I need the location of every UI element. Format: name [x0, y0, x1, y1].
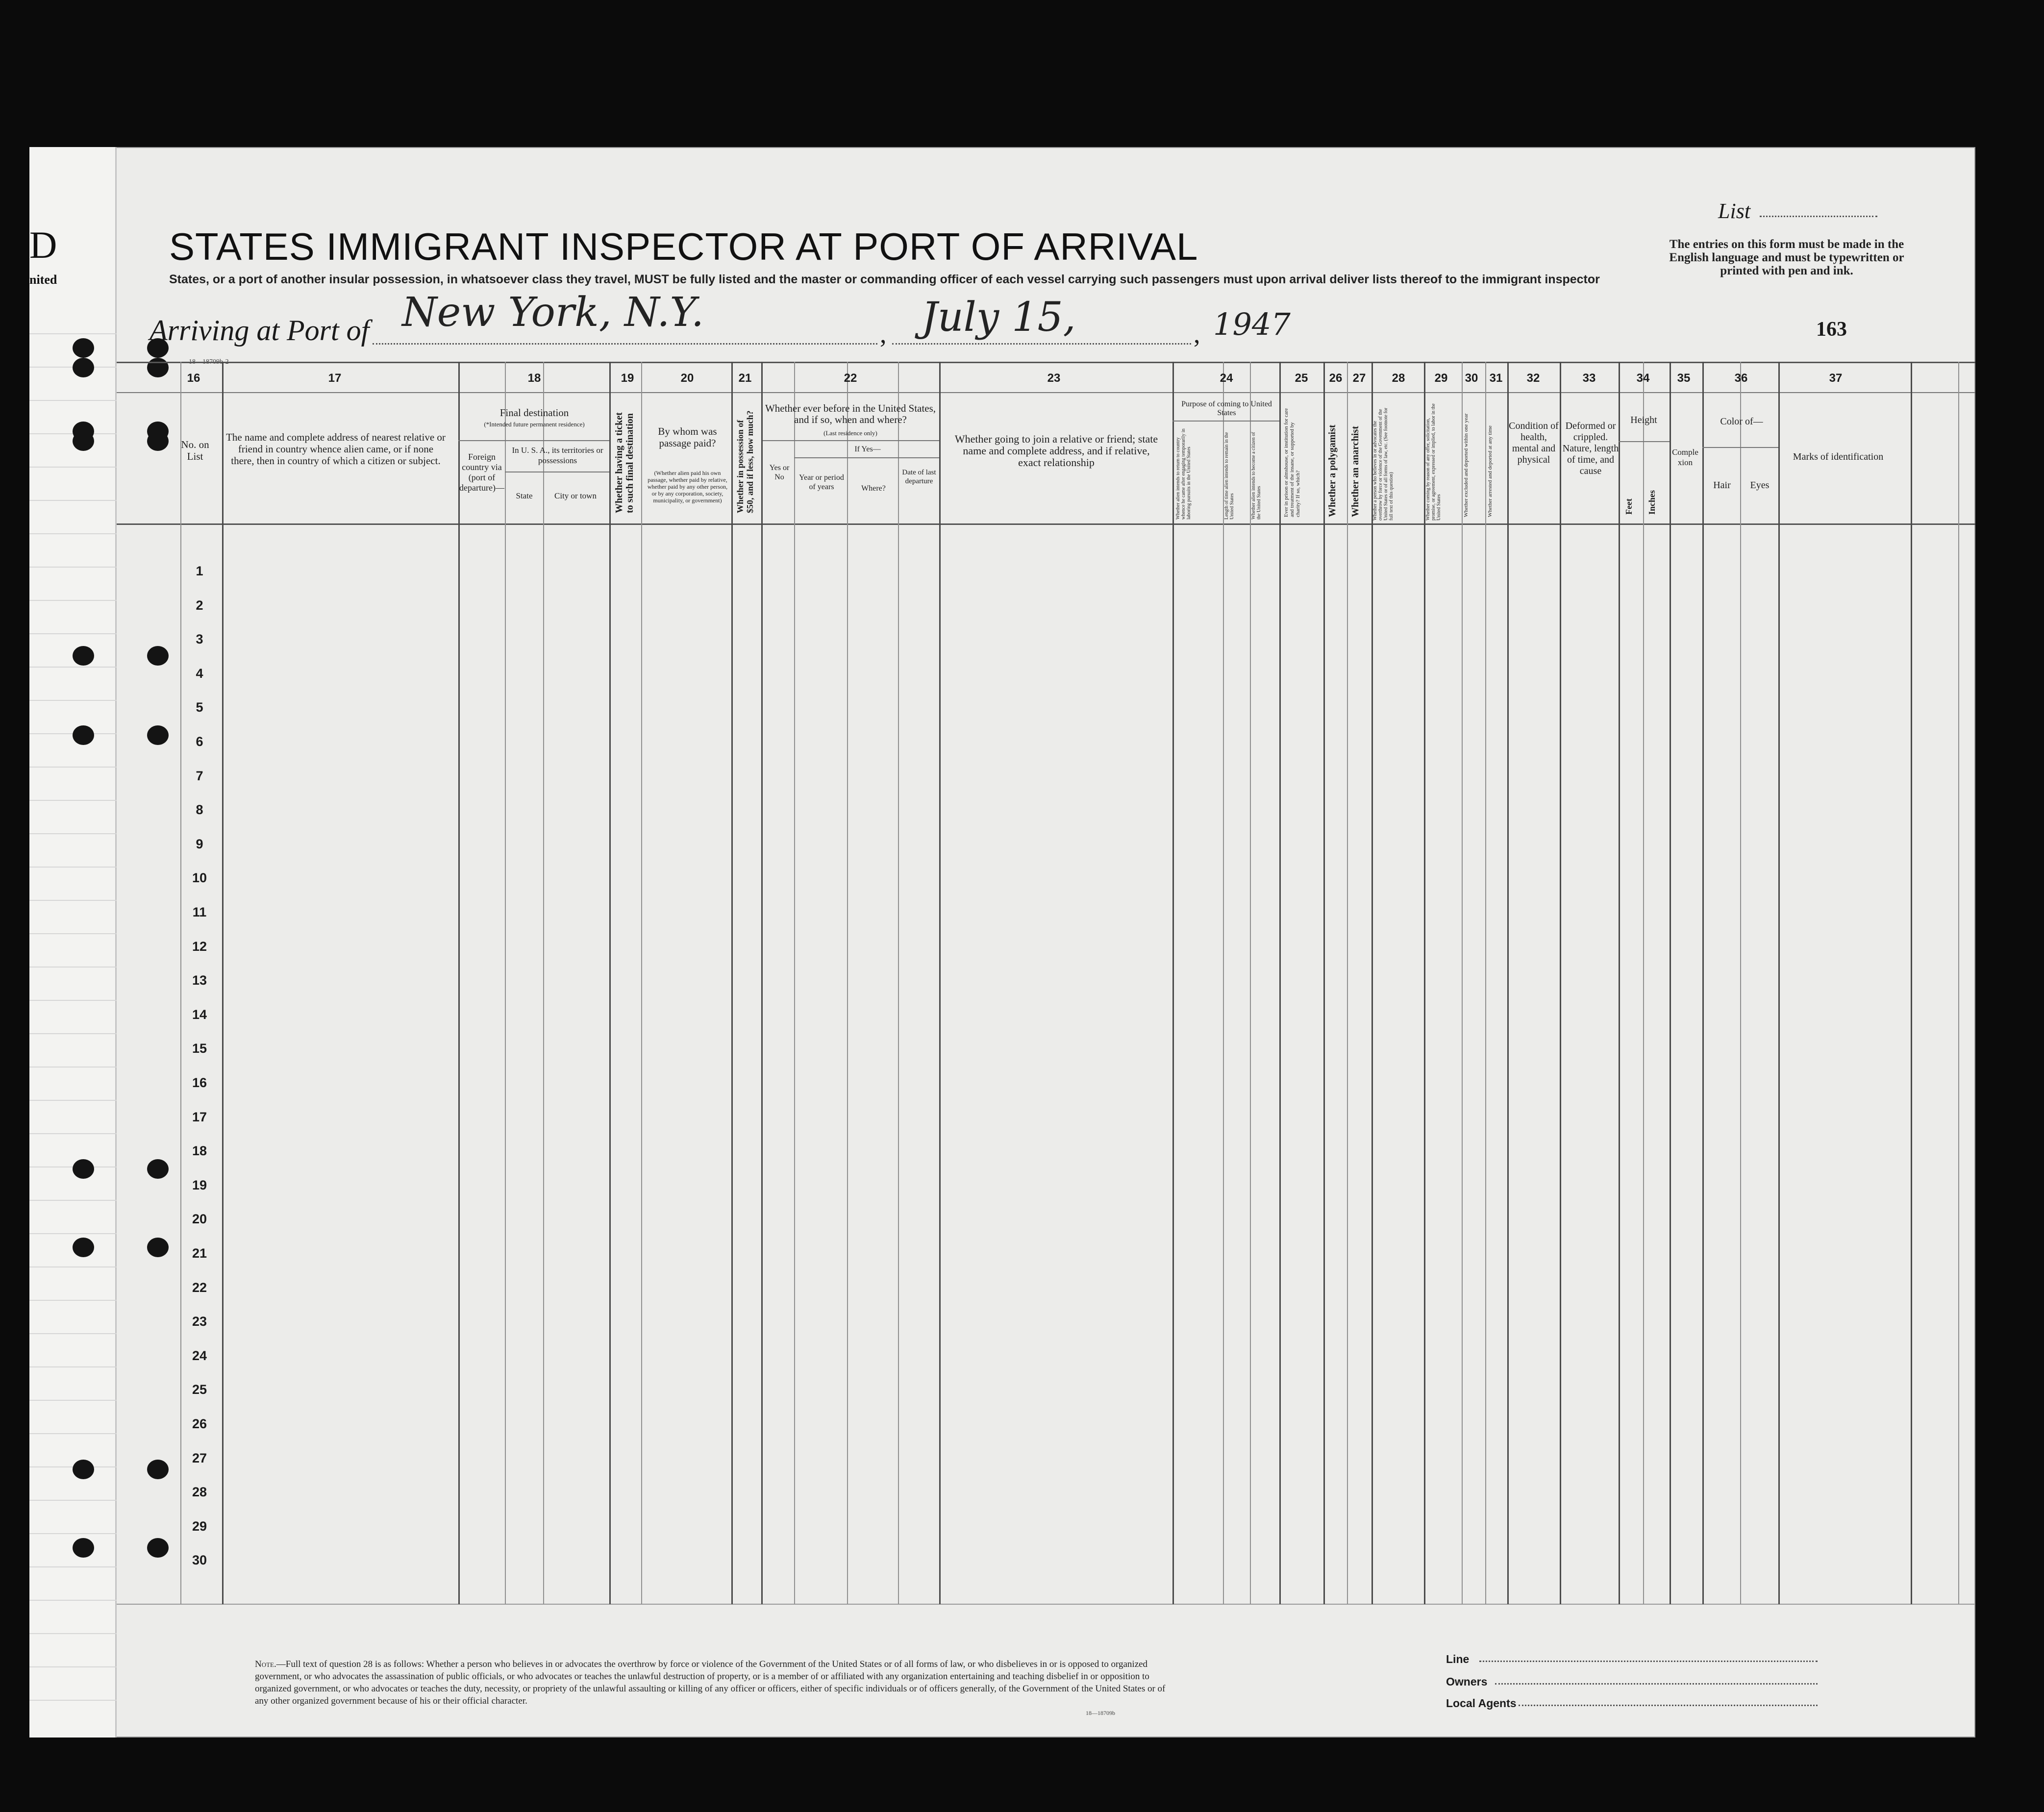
grid-column-line	[1323, 362, 1325, 1604]
grid-column-line	[543, 362, 544, 1604]
grid-column-line	[1223, 362, 1224, 1604]
row-number: 4	[196, 666, 203, 681]
fold-rule	[29, 800, 117, 801]
col-num-16: 16	[187, 372, 200, 385]
punch-hole	[73, 1159, 94, 1179]
header-passage-paid: By whom was passage paid?	[658, 425, 717, 449]
date-handwritten: July 15,	[922, 294, 1076, 341]
grid-column-line	[1250, 362, 1251, 1604]
fold-rule	[29, 1200, 117, 1201]
punch-hole	[147, 725, 169, 745]
header-polygamist: Whether a polygamist	[1327, 424, 1338, 517]
grid-column-line	[609, 362, 611, 1604]
grid-column-line	[1958, 362, 1959, 1604]
header-join-relative: Whether going to join a relative or friend; state name and complete address, and if relative, exact relationship	[954, 433, 1158, 469]
line-label: Line	[1446, 1653, 1470, 1665]
punch-hole	[147, 358, 169, 377]
fold-rule	[29, 700, 117, 701]
row-number: 24	[192, 1348, 207, 1363]
header-city-or-town: City or town	[554, 491, 597, 500]
fold-rule	[29, 1266, 117, 1267]
header-last-residence: (Last residence only)	[823, 429, 877, 437]
line-field[interactable]	[1479, 1661, 1818, 1662]
comma-2: ,	[1194, 319, 1200, 348]
rule-18-a	[458, 440, 609, 441]
fold-rule	[29, 1100, 117, 1101]
owners-field[interactable]	[1495, 1683, 1818, 1685]
date-line	[892, 343, 1191, 345]
fold-rule	[29, 900, 117, 901]
punch-hole	[147, 1159, 169, 1179]
punch-hole	[147, 1238, 169, 1257]
grid-column-line	[1507, 362, 1509, 1604]
col-num-23: 23	[1047, 372, 1061, 385]
header-hair: Hair	[1713, 480, 1731, 491]
form-instruction: States, or a port of another insular possession, in whatsoever class they travel, MUST be fully listed and the master or commanding officer of each vessel carrying such passengers must upon arrival deliver lists thereof to the immigrant inspector	[169, 273, 1600, 286]
fold-rule	[29, 1566, 117, 1567]
fold-rule	[29, 1500, 117, 1501]
grid-column-line	[1424, 362, 1425, 1604]
row-number: 30	[192, 1553, 207, 1567]
row-number: 16	[192, 1075, 207, 1090]
fold-rule	[29, 400, 117, 401]
grid-column-line	[1462, 362, 1463, 1604]
col-num-36: 36	[1734, 372, 1748, 385]
header-inches: Inches	[1647, 490, 1657, 515]
fold-rule	[29, 633, 117, 634]
row-number: 15	[192, 1041, 207, 1056]
grid-column-line	[1670, 362, 1671, 1604]
rule-24-a	[1172, 421, 1279, 422]
header-height: Height	[1630, 415, 1657, 425]
header-complexion: Complexion	[1672, 447, 1698, 467]
grid-column-line	[847, 362, 848, 1604]
fold-rule	[29, 1400, 117, 1401]
grid-column-line	[1172, 362, 1174, 1604]
row-number: 28	[192, 1485, 207, 1499]
row-number: 5	[196, 700, 203, 715]
col-num-33: 33	[1582, 372, 1596, 385]
punch-hole	[147, 1460, 169, 1479]
punch-hole	[73, 725, 94, 745]
grid-column-line	[939, 362, 941, 1604]
col-num-30: 30	[1465, 372, 1478, 385]
fold-rule	[29, 567, 117, 568]
header-purpose-citizen: Whether alien intends to become a citizen of the United States	[1251, 432, 1262, 520]
row-number: 27	[192, 1451, 207, 1465]
form-number-bottom: 18—18709b	[1086, 1710, 1115, 1716]
col-num-28: 28	[1392, 372, 1405, 385]
fold-rule	[29, 1600, 117, 1601]
col-num-22: 22	[844, 372, 857, 385]
punch-hole	[73, 431, 94, 451]
row-number: 11	[192, 905, 207, 919]
header-anarchist: Whether an anarchist	[1350, 426, 1361, 517]
entries-note: The entries on this form must be made in the English language and must be typewritten or printed with pen and ink.	[1669, 238, 1904, 277]
row-number: 2	[196, 598, 203, 613]
row-number: 3	[196, 632, 203, 646]
header-health: Condition of health, mental and physical	[1509, 421, 1559, 465]
grid-column-line	[731, 362, 733, 1604]
row-number: 23	[192, 1314, 207, 1329]
col-num-26: 26	[1329, 372, 1343, 385]
header-prison: Ever in prison or almshouse, or institution for care and treatment of the insane, or supported by charity? If so, which?	[1283, 408, 1301, 517]
punch-hole	[73, 358, 94, 377]
fold-rule	[29, 933, 117, 934]
footnote-label: Note.	[255, 1659, 276, 1669]
footnote-text: —Full text of question 28 is as follows: Whether a person who believes in or advocates the overthrow by force or violence of the Government of the United States or of all forms of law, or who disbelieves in or is opposed to organized government, or who advocates the assassination of public officials, or who advocates or teaches the unlawful destruction of property, or is a member of or affiliated with any organization entertaining and teaching disbelief in or opposition to organized government, or who advocates or teaches the duty, necessity, or propriety of the unlawful assaulting or killing of any officer or officers, either of specific individuals or of officers generally, of the Government of the United States or of any other organized government because of his or their official character.	[255, 1659, 1166, 1706]
header-purpose-length: Length of time alien intends to remain in the United States	[1224, 432, 1235, 520]
col-num-34: 34	[1636, 372, 1650, 385]
grid-column-line	[794, 362, 795, 1604]
footnote	[255, 1658, 1167, 1707]
header-final-destination: Final destination	[499, 407, 569, 419]
row-number: 25	[192, 1382, 207, 1397]
row-number: 7	[196, 769, 203, 783]
fold-rule	[29, 1366, 117, 1367]
row-number: 20	[192, 1212, 207, 1226]
grid-column-line	[1279, 362, 1281, 1604]
row-number: 1	[196, 564, 203, 578]
punch-hole	[147, 1538, 169, 1558]
sheet-number: 163	[1816, 318, 1847, 341]
fold-rule	[29, 467, 117, 468]
rule-34	[1619, 441, 1670, 442]
header-foreign-country: Foreign country via (port of departure)—	[459, 452, 504, 493]
fold-rule	[29, 333, 117, 334]
header-marks-identification: Marks of identification	[1793, 451, 1884, 462]
col-num-20: 20	[680, 372, 694, 385]
rule-22-b	[794, 457, 939, 458]
fold-rule	[29, 833, 117, 834]
punch-hole	[73, 338, 94, 358]
year-handwritten: 1947	[1213, 306, 1291, 342]
header-purpose: Purpose of coming to United States	[1181, 400, 1272, 417]
punch-hole	[73, 1460, 94, 1479]
fold-rule	[29, 867, 117, 868]
header-color-of: Color of—	[1720, 416, 1763, 427]
punch-hole	[73, 1538, 94, 1558]
row-number: 21	[192, 1246, 207, 1261]
fold-rule	[29, 533, 117, 534]
row-number: 14	[192, 1007, 207, 1022]
grid-column-line	[641, 362, 642, 1604]
fold-rule	[29, 1633, 117, 1634]
arriving-label: Arriving at Port of	[150, 314, 370, 347]
header-fifty-dollars: Whether in possession of $50, and if less, how much?	[735, 410, 755, 513]
fold-word: nited	[29, 273, 57, 287]
header-state: State	[516, 491, 533, 500]
col-num-19: 19	[621, 372, 634, 385]
punch-hole	[147, 646, 169, 666]
header-if-yes: If Yes—	[854, 445, 881, 453]
header-year-or-period: Year or period of years	[799, 473, 844, 491]
comma-1: ,	[880, 319, 887, 348]
col-num-31: 31	[1489, 372, 1503, 385]
grid-column-line	[1643, 362, 1644, 1604]
row-number: 22	[192, 1280, 207, 1295]
col-num-35: 35	[1677, 372, 1691, 385]
fold-rule	[29, 1700, 117, 1701]
rule-22-a	[763, 440, 939, 441]
header-nearest-relative: The name and complete address of nearest relative or friend in country whence alien came, or if none there, then in country of which a citizen or subject.	[226, 431, 446, 467]
column-number-rule	[117, 392, 1975, 393]
left-fold-flap	[29, 147, 117, 1738]
fold-rule	[29, 500, 117, 501]
header-passage-note: (Whether alien paid his own passage, whether paid by relative, whether paid by any other person, or by any corporation, society, municipality, or government)	[647, 470, 728, 504]
row-number: 8	[196, 802, 203, 817]
col-num-21: 21	[738, 372, 752, 385]
fold-rule	[29, 1233, 117, 1234]
fold-rule	[29, 1666, 117, 1667]
row-number: 29	[192, 1519, 207, 1534]
form-title: STATES IMMIGRANT INSPECTOR AT PORT OF ARRIVAL	[169, 225, 1198, 268]
col-num-27: 27	[1352, 372, 1366, 385]
col-num-32: 32	[1526, 372, 1540, 385]
fold-rule	[29, 667, 117, 668]
col-num-29: 29	[1434, 372, 1448, 385]
rule-36	[1702, 447, 1778, 448]
header-eyes: Eyes	[1750, 480, 1770, 491]
list-label: List	[1718, 199, 1751, 223]
grid-column-line	[1371, 362, 1373, 1604]
col-num-37: 37	[1829, 372, 1843, 385]
fold-rule	[29, 1533, 117, 1534]
grid-column-line	[1485, 362, 1486, 1604]
grid-column-line	[1702, 362, 1704, 1604]
header-no-on-list: No. on List	[181, 439, 209, 462]
punch-hole	[147, 431, 169, 451]
port-line	[373, 343, 877, 345]
owners-label: Owners	[1446, 1675, 1488, 1688]
header-date-last-departure: Date of last departure	[902, 469, 936, 485]
header-deformed: Deformed or crippled. Nature, length of time, and cause	[1562, 421, 1619, 476]
header-final-destination-note: (*Intended future permanent residence)	[484, 421, 585, 428]
row-number: 18	[192, 1143, 207, 1158]
fold-letter: D	[29, 223, 57, 266]
grid-column-line	[1740, 362, 1741, 1604]
punch-hole	[73, 1238, 94, 1257]
manifest-sheet	[29, 147, 1975, 1738]
table-bottom-rule	[117, 1604, 1975, 1605]
header-yes-or-no: Yes or No	[769, 464, 790, 481]
list-number-line	[1760, 216, 1877, 217]
row-number: 10	[192, 870, 207, 885]
header-where: Where?	[861, 484, 886, 493]
grid-column-line	[761, 362, 763, 1604]
fold-rule	[29, 1433, 117, 1434]
fold-rule	[29, 767, 117, 768]
grid-column-line	[505, 362, 506, 1604]
grid-column-line	[1347, 362, 1348, 1604]
header-ever-before: Whether ever before in the United States, and if so, when and where?	[765, 402, 936, 425]
table-top-rule	[117, 362, 1975, 363]
col-num-24: 24	[1220, 372, 1233, 385]
fold-rule	[29, 1000, 117, 1001]
col-num-25: 25	[1295, 372, 1308, 385]
header-feet: Feet	[1624, 498, 1634, 515]
header-overthrow: Whether a person who believes in or advocates the overthrow by force or violence of the Government of the United States or of all forms of law, etc. (See footnote for full text of this question)	[1372, 407, 1394, 521]
grid-column-line	[1619, 362, 1620, 1604]
row-number: 19	[192, 1178, 207, 1192]
port-handwritten: New York, N.Y.	[402, 289, 704, 336]
header-ticket: Whether having a ticket to such final destination	[614, 412, 635, 513]
grid-column-line	[458, 362, 460, 1604]
fold-rule	[29, 1033, 117, 1034]
grid-column-line	[1911, 362, 1912, 1604]
grid-column-line	[222, 362, 224, 1604]
punch-hole	[73, 646, 94, 666]
grid-column-line	[898, 362, 899, 1604]
local-agents-label: Local Agents	[1446, 1697, 1517, 1710]
grid-column-line	[1778, 362, 1780, 1604]
row-number: 9	[196, 837, 203, 851]
row-number: 26	[192, 1416, 207, 1431]
grid-column-line	[1560, 362, 1561, 1604]
fold-rule	[29, 1300, 117, 1301]
header-labor-offer: Whether coming by reason of any offer, solicitation, promise, or agreement, expressed or implied, to labor in the United States	[1425, 403, 1442, 521]
row-number: 12	[192, 939, 207, 954]
fold-rule	[29, 1333, 117, 1334]
fold-rule	[29, 600, 117, 601]
header-excluded: Whether excluded and deported within one year	[1463, 413, 1469, 517]
row-number: 17	[192, 1110, 207, 1124]
fold-rule	[29, 967, 117, 968]
col-num-18: 18	[527, 372, 541, 385]
fold-rule	[29, 1133, 117, 1134]
row-number: 13	[192, 973, 207, 988]
local-agents-field[interactable]	[1519, 1705, 1818, 1706]
col-num-17: 17	[328, 372, 342, 385]
header-in-usa: In U. S. A., its territories or possessions	[512, 446, 603, 465]
row-number: 6	[196, 734, 203, 749]
header-purpose-return: Whether alien intends to return to country whence he came after engaging temporarily in laboring pursuits in the United States	[1175, 428, 1192, 520]
header-bottom-rule	[117, 523, 1975, 525]
header-arrested: Whether arrested and deported at any time	[1487, 425, 1493, 517]
